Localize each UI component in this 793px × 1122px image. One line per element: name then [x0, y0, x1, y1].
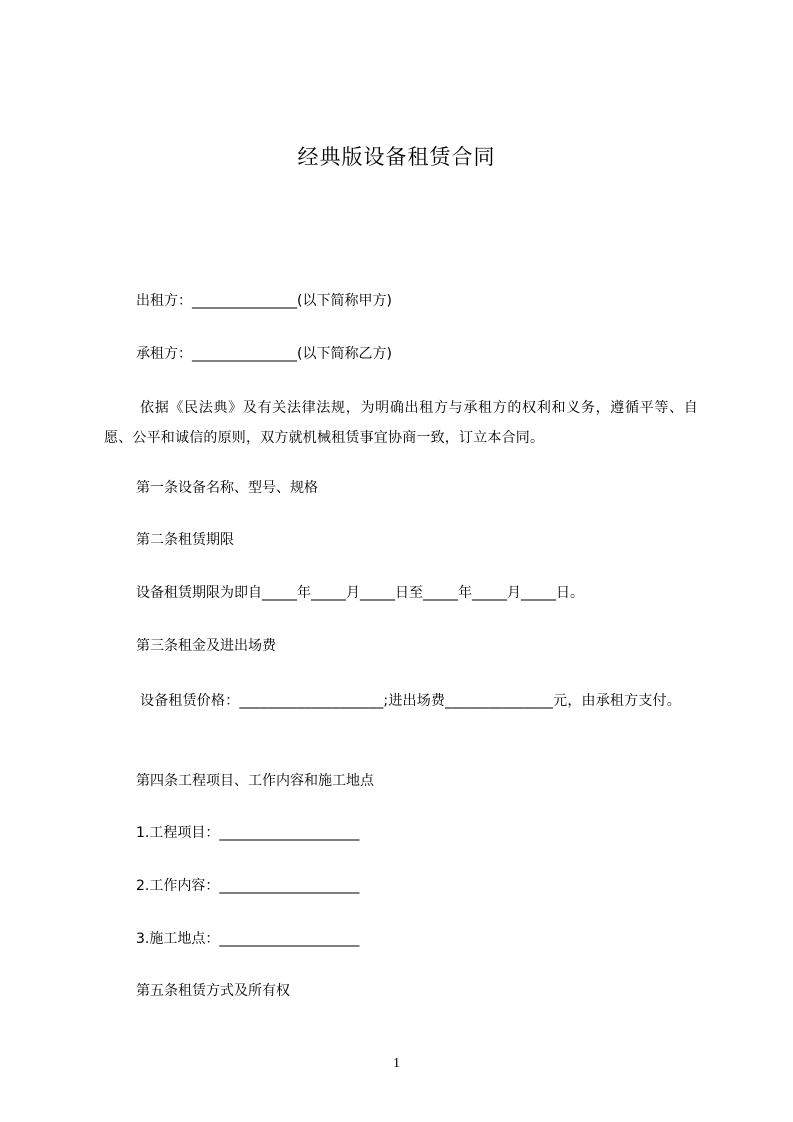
preamble-paragraph: 依据《民法典》及有关法律法规，为明确出租方与承租方的权利和义务，遵循平等、自愿、公平和诚信的原则，双方就机械租赁事宜协商一致，订立本合同。	[104, 400, 698, 446]
article-4-heading: 第四条工程项目、工作内容和施工地点	[136, 773, 374, 789]
item-project: 1.工程项目：____________________	[136, 825, 360, 841]
item-site: 3.施工地点：____________________	[136, 931, 360, 947]
page-number: 1	[393, 1056, 400, 1071]
article-1-heading: 第一条设备名称、型号、规格	[136, 480, 318, 496]
rent-price-paragraph: 设备租赁价格：____________________;进出场费_______________元，由承租方支付。	[140, 693, 681, 709]
lessee-line: 承租方：_______________(以下简称乙方)	[136, 346, 392, 362]
article-2-heading: 第二条租赁期限	[136, 532, 234, 548]
document-title: 经典版设备租赁合同	[297, 145, 496, 169]
lessor-line: 出租方：_______________(以下简称甲方)	[136, 293, 392, 309]
article-5-heading: 第五条租赁方式及所有权	[136, 983, 290, 999]
item-work-content: 2.工作内容：____________________	[136, 878, 360, 894]
article-3-heading: 第三条租金及进出场费	[136, 638, 276, 654]
lease-period-line: 设备租赁期限为即自_____年_____月_____日至_____年_____月_____日。	[136, 585, 584, 601]
